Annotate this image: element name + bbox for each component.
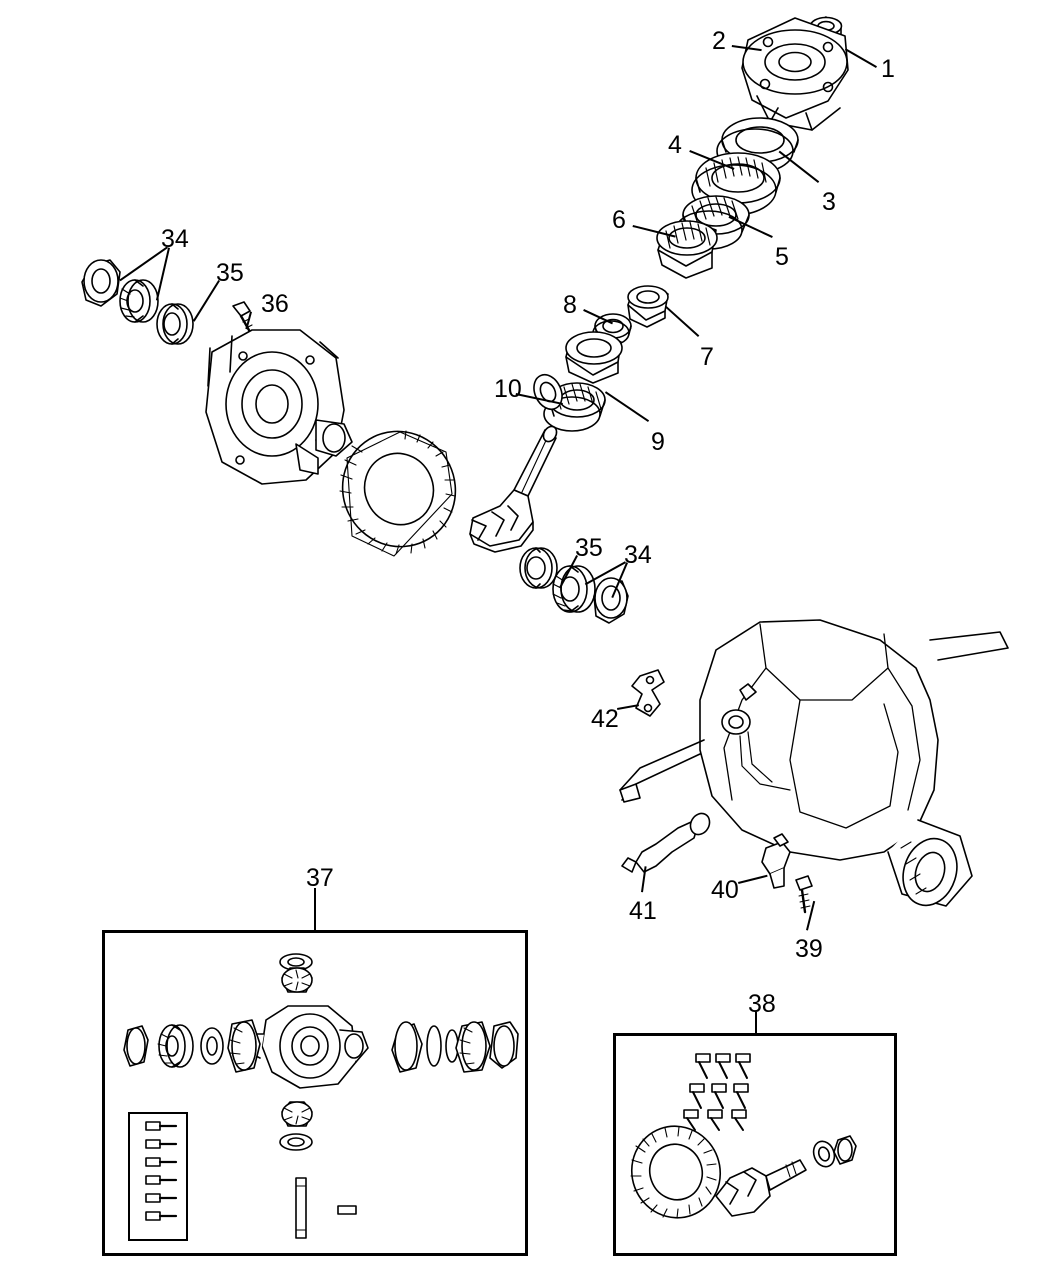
part-35-shim-right: [520, 548, 557, 588]
callout-9[interactable]: 9: [651, 428, 665, 456]
callout-8[interactable]: 8: [563, 291, 577, 319]
callout-38[interactable]: 38: [748, 990, 776, 1018]
part-40-vent-fitting: [762, 834, 790, 888]
ring-and-pinion-kit-panel: [613, 1033, 897, 1256]
callout-7[interactable]: 7: [700, 343, 714, 371]
callout-3[interactable]: 3: [822, 188, 836, 216]
leader-3: [779, 151, 819, 183]
part-35-shim-left: [157, 304, 193, 344]
callout-40[interactable]: 40: [711, 876, 739, 904]
part-6-bearing-cup: [657, 221, 717, 278]
callout-10[interactable]: 10: [494, 375, 522, 403]
leader-9: [605, 392, 649, 422]
leader-42: [617, 704, 639, 709]
part-41-wheel-speed-sensor: [622, 810, 713, 872]
leader-39: [806, 901, 815, 930]
callout-39[interactable]: 39: [795, 935, 823, 963]
part-8-shim: [593, 314, 631, 345]
callout-35-right[interactable]: 35: [575, 534, 603, 562]
callout-6[interactable]: 6: [612, 206, 626, 234]
leader-7: [665, 306, 699, 337]
part-36-bolt: [233, 302, 255, 339]
callout-1[interactable]: 1: [881, 55, 895, 83]
leader-34a-2: [156, 248, 170, 301]
bolt-strip-inner-panel: [128, 1112, 188, 1241]
part-4-slinger: [692, 153, 780, 215]
callout-41[interactable]: 41: [629, 897, 657, 925]
leader-6: [633, 225, 676, 237]
callout-4[interactable]: 4: [668, 131, 682, 159]
callout-37[interactable]: 37: [306, 864, 334, 892]
part-3-oil-seal: [717, 118, 798, 173]
differential-case-assembly: [206, 330, 352, 484]
leader-1: [845, 49, 877, 68]
leader-36: [246, 312, 252, 330]
callout-34-left[interactable]: 34: [161, 225, 189, 253]
leader-40: [738, 875, 767, 884]
callout-2[interactable]: 2: [712, 27, 726, 55]
callout-34-right[interactable]: 34: [624, 541, 652, 569]
leader-4: [689, 150, 734, 169]
part-2-companion-flange: [742, 18, 848, 130]
part-10-pinion-bearing-inner: [529, 370, 605, 431]
ring-gear: [323, 412, 475, 565]
axle-housing: [620, 620, 1008, 912]
pinion-gear: [470, 424, 559, 552]
leader-8: [583, 309, 613, 324]
part-34-bearing-right: [553, 566, 628, 623]
leader-37: [314, 888, 316, 930]
part-39-bolt: [796, 876, 812, 912]
callout-5[interactable]: 5: [775, 243, 789, 271]
leader-5: [728, 216, 772, 238]
callout-35-left[interactable]: 35: [216, 259, 244, 287]
part-34-bearing-cone-left: [120, 280, 158, 322]
part-34-bearing-cup-left: [82, 260, 120, 306]
leader-2: [732, 45, 762, 51]
part-7-collapsible-spacer: [628, 286, 668, 327]
leader-10: [516, 393, 563, 405]
part-42-bracket: [632, 670, 664, 716]
callout-36[interactable]: 36: [261, 290, 289, 318]
leader-41: [641, 866, 646, 892]
callout-42[interactable]: 42: [591, 705, 619, 733]
part-1-nut: [810, 17, 842, 53]
part-9-bearing-cup-inner: [566, 332, 622, 383]
